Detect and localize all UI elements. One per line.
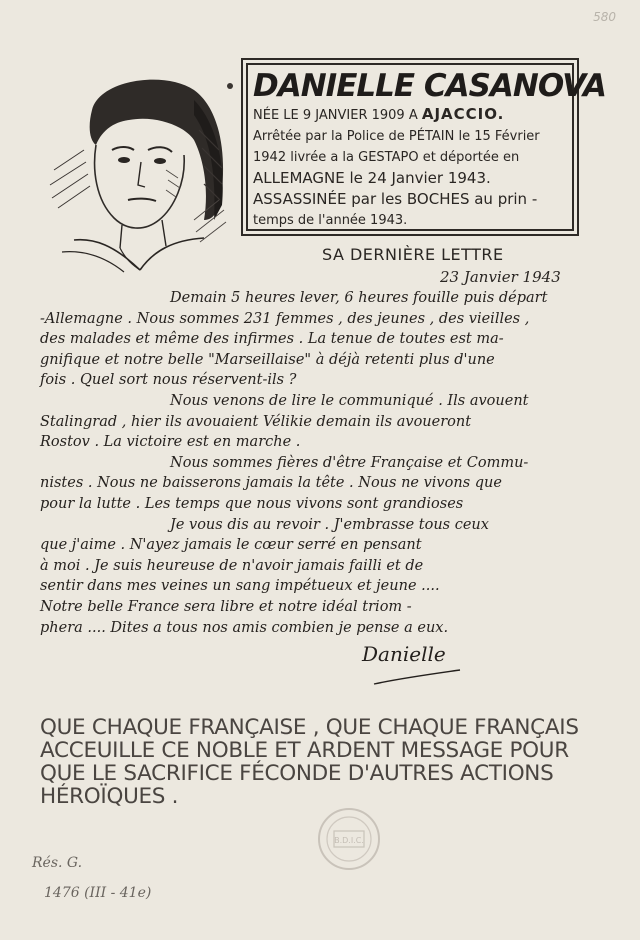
bullet-dot xyxy=(227,83,233,89)
letter-line: Je vous dis au revoir . J'embrasse tous ceux xyxy=(170,516,489,533)
heroine-name: DANIELLE CASANOVA xyxy=(253,68,606,104)
signature: Danielle xyxy=(362,642,446,666)
reference-line-2: 1476 (III - 41e) xyxy=(44,885,152,901)
appeal-line: QUE LE SACRIFICE FÉCONDE D'AUTRES ACTIONS xyxy=(40,761,554,786)
gestapo-line: 1942 livrée a la GESTAPO et déportée en xyxy=(253,150,520,165)
letter-line: fois . Quel sort nous réservent-ils ? xyxy=(40,372,297,389)
letter-line: phera .... Dites a tous nos amis combien je pense a eux. xyxy=(40,619,449,636)
birth-text: NÉE LE 9 JANVIER 1909 A xyxy=(253,108,422,123)
title-box xyxy=(241,58,606,236)
letter-line: Notre belle France sera libre et notre idéal triom - xyxy=(40,598,412,615)
letter-line: Nous sommes fières d'être Française et Commu- xyxy=(170,454,529,471)
letter-line: à moi . Je suis heureuse de n'avoir jamais failli et de xyxy=(40,557,424,574)
portrait-drawing-icon xyxy=(44,70,229,275)
letter-heading: SA DERNIÈRE LETTRE xyxy=(322,245,504,264)
letter-date: 23 Janvier 1943 xyxy=(440,268,561,286)
letter-line: Demain 5 heures lever, 6 heures fouille puis départ xyxy=(170,290,548,306)
appeal-line: ACCEUILLE CE NOBLE ET ARDENT MESSAGE POUR xyxy=(40,738,569,763)
birth-line xyxy=(253,104,567,126)
letter-line: gnifique et notre belle "Marseillaise" à déjà retenti plus d'une xyxy=(40,351,495,368)
letter-line: Stalingrad , hier ils avouaient Vélikie demain ils avoueront xyxy=(40,413,472,430)
appeal-text xyxy=(40,716,610,808)
stamp-text: B.D.I.C. xyxy=(334,836,364,845)
letter-line: que j'aime . N'ayez jamais le cœur serré en pensant xyxy=(40,537,422,554)
archive-reference xyxy=(32,848,151,908)
birthplace: AJACCIO. xyxy=(421,105,505,123)
letter-line: Rostov . La victoire est en marche . xyxy=(40,434,301,451)
letter-line: sentir dans mes veines un sang impétueux et jeune .... xyxy=(40,578,440,595)
reference-line-1: Rés. G. xyxy=(32,855,83,871)
signature-flourish-icon xyxy=(372,668,462,688)
page-number: 580 xyxy=(593,10,616,24)
deportation-line: ALLEMAGNE le 24 Janvier 1943. xyxy=(253,169,491,187)
year-line: temps de l'année 1943. xyxy=(253,213,408,228)
letter-line: nistes . Nous ne baisserons jamais la tête . Nous ne vivons que xyxy=(40,475,502,492)
appeal-line: HÉROÏQUES . xyxy=(40,784,179,809)
appeal-line: QUE CHAQUE FRANÇAISE , QUE CHAQUE FRANÇAIS xyxy=(40,715,579,740)
letter-line: des malades et même des infirmes . La tenue de toutes est ma- xyxy=(40,331,504,348)
letter-line: -Allemagne . Nous sommes 231 femmes , des jeunes , des vieilles , xyxy=(40,310,530,327)
arrest-line: Arrêtée par la Police de PÉTAIN le 15 Février xyxy=(253,129,540,144)
letter-body xyxy=(40,288,600,638)
assassination-line: ASSASSINÉE par les BOCHES au prin - xyxy=(253,190,538,208)
letter-line: Nous venons de lire le communiqué . Ils avouent xyxy=(170,392,529,409)
library-stamp xyxy=(316,806,382,872)
letter-line: pour la lutte . Les temps que nous vivons sont grandioses xyxy=(40,495,464,512)
